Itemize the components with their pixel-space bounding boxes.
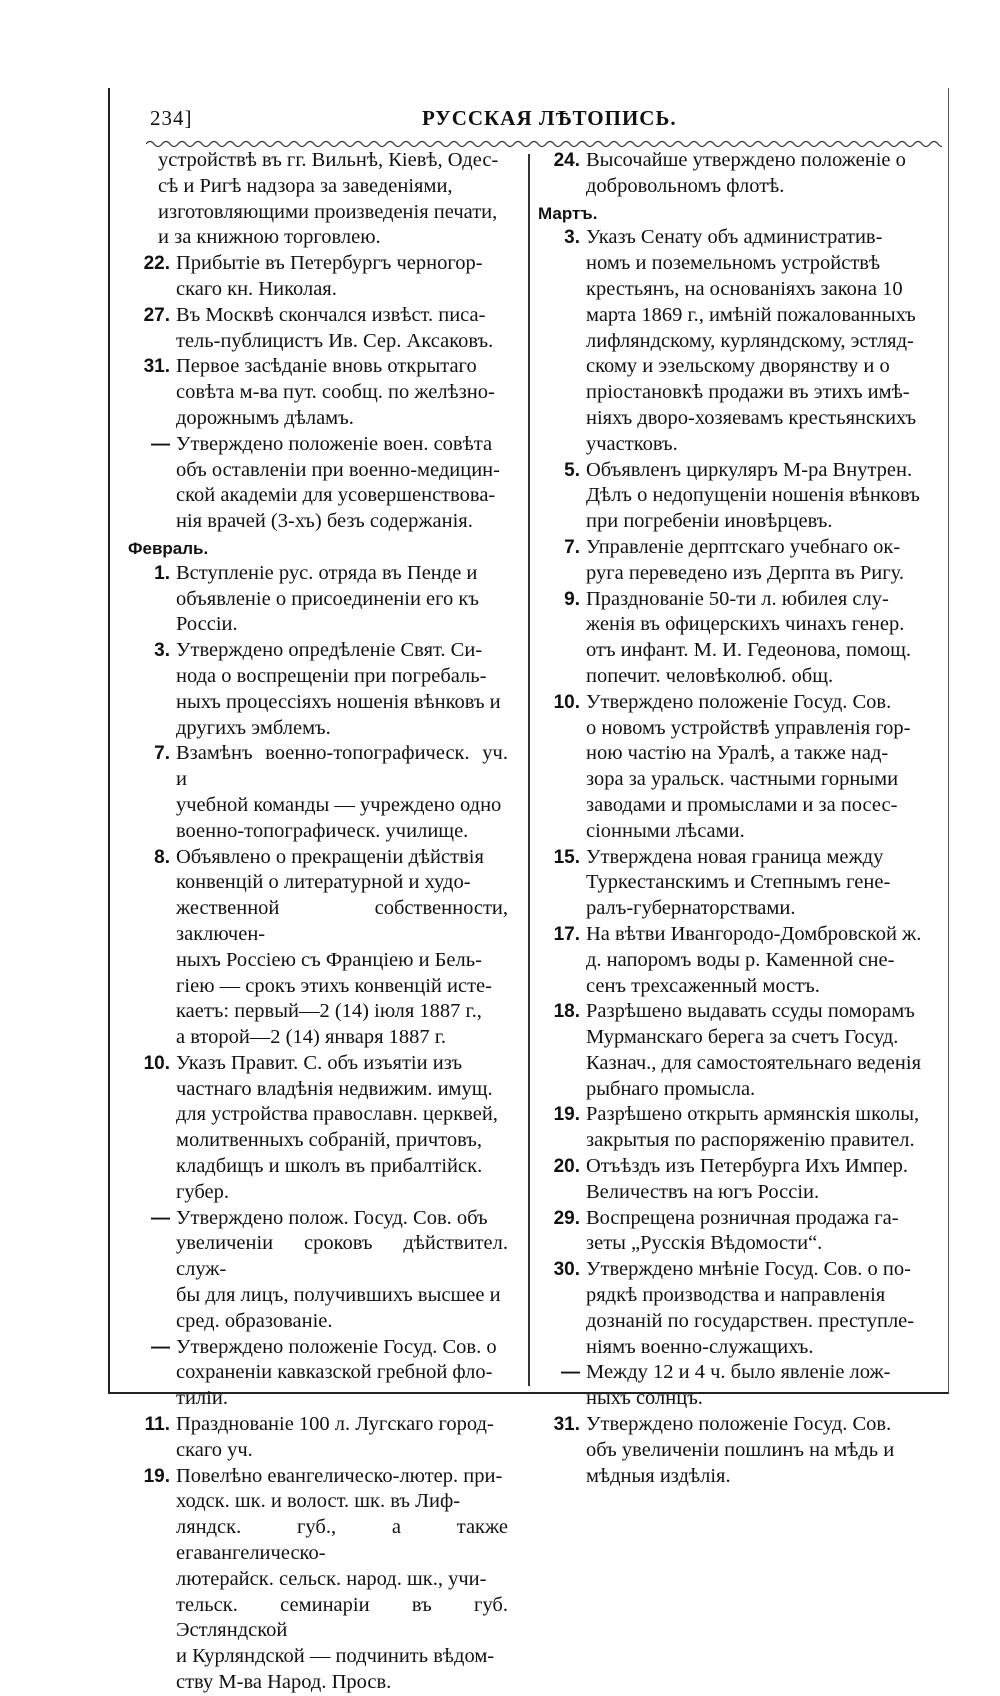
entry-date: 29. [553,1207,580,1229]
entry-date: 19. [553,1104,580,1126]
entry-text: Въ Москвѣ скончался извѣст. писа- тель-публицистъ Ив. Сер. Аксаковъ. [176,303,494,352]
entry-date: 22. [143,253,170,275]
chronicle-entry [128,251,508,303]
entry-text: Воспрещена розничная продажа га- зеты „Русскія Вѣдомости“. [586,1206,899,1255]
page-number: 234] [150,106,193,130]
entry-date: 17. [553,923,580,945]
entry-date: 7. [564,536,580,558]
entry-date: 24. [553,150,580,171]
chronicle-entry [538,148,932,200]
entry-text: Между 12 и 4 ч. было явленіе лож- ныхъ солнцъ. [586,1361,891,1410]
running-title: РУССКАЯ ЛѢТОПИСЬ. [422,106,677,130]
entry-text: Утверждено полож. Госуд. Сов. объ увеличеніи сроковъ дѣйствител. служ- бы для лицъ, получившихъ высшее и сред. образованіе. [176,1206,508,1332]
entry-text: Празднованіе 50-ти л. юбилея слу- женія въ офицерскихъ чинахъ генер. отъ инфант. М. И. Гедеонова, помощ. попечит. человѣколюб. общ. [586,587,911,687]
entry-date: 10. [553,691,580,713]
chronicle-entry [128,1206,508,1335]
entry-date: — [561,1362,580,1384]
entry-text: Утверждено положеніе Госуд. Сов. о сохраненіи кавказской гребной фло- тиліи. [176,1335,497,1410]
chronicle-entry [538,922,932,999]
entry-date: 20. [553,1156,580,1178]
entry-date: 19. [143,1465,170,1487]
entry-date: 1. [154,562,170,584]
chronicle-entry [538,845,932,922]
entry-text: Высочайше утверждено положеніе о добровольномъ флотѣ. [586,149,906,197]
entry-date: 30. [553,1259,580,1281]
chronicle-entry [538,1102,932,1154]
entry-date: 7. [154,743,170,765]
entry-date: 9. [564,588,580,610]
entry-date: 31. [143,356,170,378]
entry-date: 5. [564,459,580,481]
entry-text: Отъѣздъ изъ Петербурга Ихъ Импер. Величествъ на югъ Россіи. [586,1155,909,1203]
page-frame [108,88,949,1694]
chronicle-entry [128,1412,508,1464]
chronicle-entry [128,432,508,535]
entry-text: Взамѣнъ военно-топографическ. уч. и учебной команды — учреждено одно военно-топографическ. училище. [176,742,508,842]
entry-text: Повелѣно евангелическо-лютер. при- ходск. шк. и волост. шк. въ Лиф- ляндск. губ., а также егавангелическо- лютерайск. сельск. народ. шк., учи- тельск. семинаріи въ губ. Эстляндской и Курляндской — подчинить вѣдом- ству М-ва Народ. Просв. [176,1464,508,1694]
entry-text: На вѣтви Ивангородо-Домбровской ж. д. напоромъ воды р. Каменной сне- сенъ трехсаженный мостъ. [586,922,922,997]
chronicle-entry [128,741,508,844]
entry-text: Объявлено о прекращеніи дѣйствія конвенцій о литературной и худо- жественной собственности, заключен- ныхъ Россіею съ Франціею и Бель- гіею — срокъ этихъ конвенцій исте- каетъ: первый—2 (14) іюля 1887 г., а второй—2 (14) января 1887 г. [176,845,508,1049]
column-divider [528,154,530,1386]
chronicle-entry [538,458,932,535]
entry-text: Утверждено мнѣніе Госуд. Сов. о по- рядкѣ производства и направленія дознаній по государствен. преступле- ніямъ военно-служащихъ. [586,1258,915,1358]
chronicle-entry [538,999,932,1102]
entry-text: Указъ Сенату объ административ- номъ и поземельномъ устройствѣ крестьянъ, на основаніяхъ закона 10 марта 1869 г., имѣній пожалованныхъ лифляндскому, курляндскому, эстляд- скому и эзельскому дворянству и о пріостановкѣ продажи въ этихъ имѣ- ніяхъ дворо-хозяевамъ крестьянскихъ участковъ. [586,226,917,455]
entry-date: 3. [154,640,170,662]
continued-entry [128,148,508,251]
entry-text: Первое засѣданіе вновь открытаго совѣта м-ва пут. сообщ. по желѣзно- дорожнымъ дѣламъ. [176,355,495,429]
chronicle-entry [538,1412,932,1489]
entry-text: Объявленъ циркуляръ М-ра Внутрен. Дѣлъ о недопущеніи ношенія вѣнковъ при погребеніи иновѣрцевъ. [586,458,920,533]
chronicle-entry [538,587,932,690]
page-header [110,98,948,134]
entry-date: — [151,433,170,455]
chronicle-entry [128,1335,508,1412]
entry-text: Утверждена новая граница между Туркестанскимъ и Степнымъ гене- ралъ-губернаторствами. [586,845,891,920]
chronicle-entry [128,1464,508,1696]
chronicle-entry [538,1257,932,1360]
entry-date: 31. [553,1414,580,1436]
entry-date: 15. [553,846,580,868]
chronicle-entry [538,225,932,457]
entry-date: — [151,1336,170,1358]
entry-text: Прибытіе въ Петербургъ черногор- скаго кн. Николая. [176,252,483,300]
chronicle-entry [128,638,508,741]
month-heading: Февраль. [128,538,209,558]
chronicle-entry [538,1360,932,1412]
entry-date: 18. [553,1001,580,1023]
chronicle-entry [538,690,932,845]
chronicle-entry [128,1051,508,1206]
month-heading: Мартъ. [538,203,598,223]
entry-text: Утверждено положеніе Госуд. Сов. объ увеличеніи пошлинъ на мѣдь и мѣдныя издѣлія. [586,1413,895,1487]
entry-text: устройствѣ въ гг. Вильнѣ, Кіевѣ, Одес- сѣ и Ригѣ надзора за заведеніями, изготовляющими произведенія печати, и за книжною торговлею. [158,149,499,249]
entry-date: 27. [143,304,170,326]
chronicle-entry [128,845,508,1051]
chronicle-entry [538,535,932,587]
entry-text: Указъ Правит. С. объ изъятіи изъ частнаго владѣнія недвижим. имущ. для устройства православн. церквей, молитвенныхъ собраній, причтовъ, кладбищъ и школъ въ прибалтійск. губер. [176,1051,498,1203]
chronicle-entry [538,1206,932,1258]
entry-date: 10. [143,1052,170,1074]
entry-text: Празднованіе 100 л. Лугскаго город- скаго уч. [176,1413,494,1461]
entry-date: 8. [154,846,170,868]
entry-text: Разрѣшено выдавать ссуды поморамъ Мурманскаго берега за счетъ Госуд. Казнач., для самостоятельнаго веденія рыбнаго промысла. [586,1000,921,1100]
entry-text: Утверждено положеніе Госуд. Сов. о новомъ устройствѣ управленія гор- ною частію на Уралѣ, а также над- зора за уральск. частными горными заводами и промыслами и за посес- сіонными лѣсами. [586,690,911,842]
left-column [128,148,508,1696]
entry-text: Утверждено положеніе воен. совѣта объ оставленіи при военно-медицин- ской академіи для усовершенствова- нія врачей (3-хъ) безъ содержанія. [176,432,500,533]
entry-date: 3. [564,227,580,249]
chronicle-entry [538,1154,932,1206]
entry-text: Управленіе дерптскаго учебнаго ок- руга переведено изъ Дерпта въ Ригу. [586,535,904,584]
entry-text: Утверждено опредѣленіе Свят. Си- нода о воспрещеніи при погребаль- ныхъ процессіяхъ ношенія вѣнковъ и другихъ эмблемъ. [176,639,501,739]
entry-date: 11. [144,1414,170,1436]
chronicle-entry [128,303,508,355]
chronicle-entry [128,561,508,638]
entry-text: Вступленіе рус. отряда въ Пенде и объявленіе о присоединеніи его къ Россіи. [176,561,479,636]
chronicle-entry [128,354,508,431]
right-column [538,148,932,1489]
entry-date: — [151,1207,170,1229]
entry-text: Разрѣшено открыть армянскія школы, закрытыя по распоряженію правител. [586,1103,920,1152]
